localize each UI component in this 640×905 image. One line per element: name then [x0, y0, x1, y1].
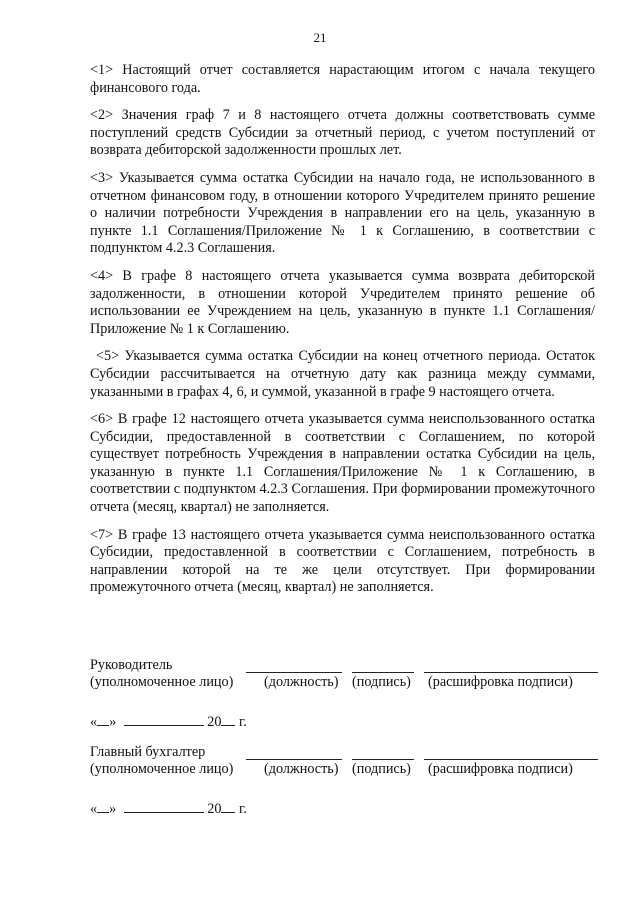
accountant-date-year-blank	[221, 800, 235, 813]
accountant-caption-decoding: (расшифровка подписи)	[428, 761, 573, 777]
accountant-date-suffix: г.	[239, 801, 247, 817]
accountant-date-month-blank	[124, 800, 204, 813]
accountant-date	[90, 800, 247, 818]
accountant-date-year: 20	[207, 801, 222, 817]
head-date-open: «	[90, 714, 98, 730]
accountant-caption-signature: (подпись)	[352, 761, 411, 777]
accountant-title: Главный бухгалтер	[90, 744, 206, 760]
accountant-decoding-line	[424, 759, 598, 760]
head-caption-decoding: (расшифровка подписи)	[428, 674, 573, 690]
head-signature-block	[90, 657, 600, 692]
head-position-line	[246, 672, 342, 673]
head-decoding-line	[424, 672, 598, 673]
page-number: 21	[313, 30, 327, 45]
accountant-date-day-blank	[97, 800, 109, 813]
head-title: Руководитель	[90, 657, 173, 673]
footnote-4: <4> В графе 8 настоящего отчета указывается сумма возврата дебиторской задолженности, в отношении которой Учредителем принято решение об использовании ее Учреждением на цель, указанную в пункте 1.1 Соглашения/Приложение № 1 к Соглашению.	[90, 267, 595, 337]
head-date-month-blank	[124, 713, 204, 726]
accountant-date-open: «	[90, 801, 98, 817]
accountant-caption-position: (должность)	[264, 761, 339, 777]
head-caption-signature: (подпись)	[352, 674, 411, 690]
head-date-year: 20	[207, 714, 222, 730]
head-date-year-blank	[221, 713, 235, 726]
head-date-day-blank	[97, 713, 109, 726]
accountant-signature-line	[352, 759, 414, 760]
footnote-7: <7> В графе 13 настоящего отчета указывается сумма неиспользованного остатка Субсидии, предоставленной в соответствии с Соглашением, потребность в направлении которой на те же цели отсутствует. При формировании промежуточного отчета (месяц, квартал) не заполняется.	[90, 526, 595, 596]
footnotes	[90, 62, 595, 607]
accountant-signature-block	[90, 744, 600, 779]
accountant-caption-role: (уполномоченное лицо)	[90, 761, 234, 777]
head-date-close: »	[109, 714, 117, 730]
footnote-3: <3> Указывается сумма остатка Субсидии на начало года, не использованного в отчетном финансовом году, в отношении которого Учредителем принято решение о наличии потребности Учреждения в направлении его на цель, указанную в пункте 1.1 Соглашения/Приложение № 1 к Соглашению, в соответствии с подпунктом 4.2.3 Соглашения.	[90, 169, 595, 257]
accountant-date-close: »	[109, 801, 117, 817]
head-caption-role: (уполномоченное лицо)	[90, 674, 234, 690]
footnote-2: <2> Значения граф 7 и 8 настоящего отчета должны соответствовать сумме поступлений средств Субсидии за отчетный период, с учетом поступлений от возврата дебиторской задолженности прошлых лет.	[90, 107, 595, 159]
head-caption-position: (должность)	[264, 674, 339, 690]
head-date	[90, 713, 247, 731]
footnote-6: <6> В графе 12 настоящего отчета указывается сумма неиспользованного остатка Субсидии, предоставленной в соответствии с Соглашением, по которой существует потребность Учреждения в направлении остатка Субсидии на цель, указанную в пункте 1.1 Соглашения/Приложение № 1 к Соглашению, в соответствии с подпунктом 4.2.3 Соглашения. При формировании промежуточного отчета (месяц, квартал) не заполняется.	[90, 411, 595, 516]
head-date-suffix: г.	[239, 714, 247, 730]
head-signature-line	[352, 672, 414, 673]
accountant-position-line	[246, 759, 342, 760]
footnote-1: <1> Настоящий отчет составляется нарастающим итогом с начала текущего финансового года.	[90, 62, 595, 96]
footnote-5: <5> Указывается сумма остатка Субсидии на конец отчетного периода. Остаток Субсидии рассчитывается на отчетную дату как разница между суммами, указанными в графах 4, 6, и суммой, указанной в графе 9 настоящего отчета.	[90, 348, 595, 400]
